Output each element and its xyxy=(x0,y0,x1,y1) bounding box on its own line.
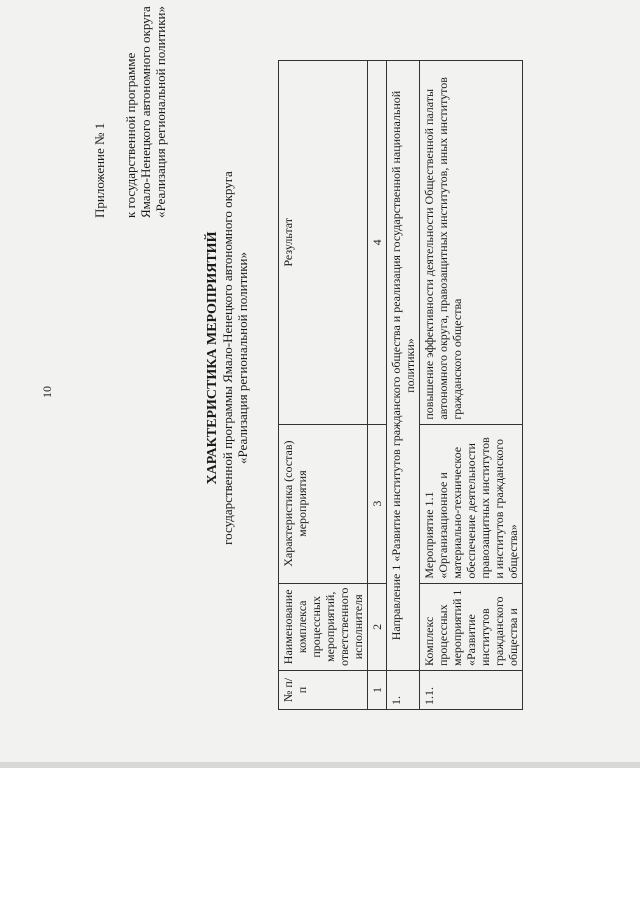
result-cell: повышение эффективности деятельности Общественной палаты автономного округа, правозащитных институтов, иных институтов гражданского общества xyxy=(420,61,523,425)
table-row xyxy=(420,61,523,710)
number-cell: 4 xyxy=(368,61,387,425)
heading-line: «Реализация региональной политики» xyxy=(235,252,250,464)
characteristic-cell: Мероприятие 1.1 «Организационное и материально-техническое обеспечение деятельности правозащитных институтов и институтов гражданского общества» xyxy=(420,424,523,583)
appendix-line: «Реализация региональной политики» xyxy=(153,6,168,218)
page-number: 10 xyxy=(40,386,54,398)
appendix-block xyxy=(92,6,168,218)
header-cell: Характеристика (состав) мероприятия xyxy=(279,424,368,583)
heading-main: ХАРАКТЕРИСТИКА МЕРОПРИЯТИЙ xyxy=(205,231,220,485)
number-cell: 1 xyxy=(368,671,387,710)
heading-line: государственной программы Ямало-Ненецкого автономного округа xyxy=(220,171,235,545)
header-cell: Наименование комплекса процессных мероприятий, ответственного исполнителя xyxy=(279,583,368,670)
direction-text: Направление 1 «Развитие институтов гражданского общества и реализация государственной национальной политики» xyxy=(387,61,420,671)
direction-num: 1. xyxy=(387,671,420,710)
direction-row xyxy=(387,61,420,710)
complex-cell: Комплекс процессных мероприятий 1 «Развитие институтов гражданского общества и xyxy=(420,583,523,670)
appendix-line: к государственной программе xyxy=(123,52,138,218)
appendix-title: Приложение № 1 xyxy=(92,122,107,218)
numbers-row xyxy=(368,61,387,710)
header-cell: № п/п xyxy=(279,671,368,710)
document-heading xyxy=(205,168,250,548)
spacer xyxy=(107,6,123,218)
appendix-line: Ямало-Ненецкого автономного округа xyxy=(138,6,153,218)
number-cell: 3 xyxy=(368,424,387,583)
header-cell: Результат xyxy=(279,61,368,425)
number-cell: 2 xyxy=(368,583,387,670)
header-row xyxy=(279,61,368,710)
events-table xyxy=(278,60,523,710)
row-num: 1.1. xyxy=(420,671,523,710)
